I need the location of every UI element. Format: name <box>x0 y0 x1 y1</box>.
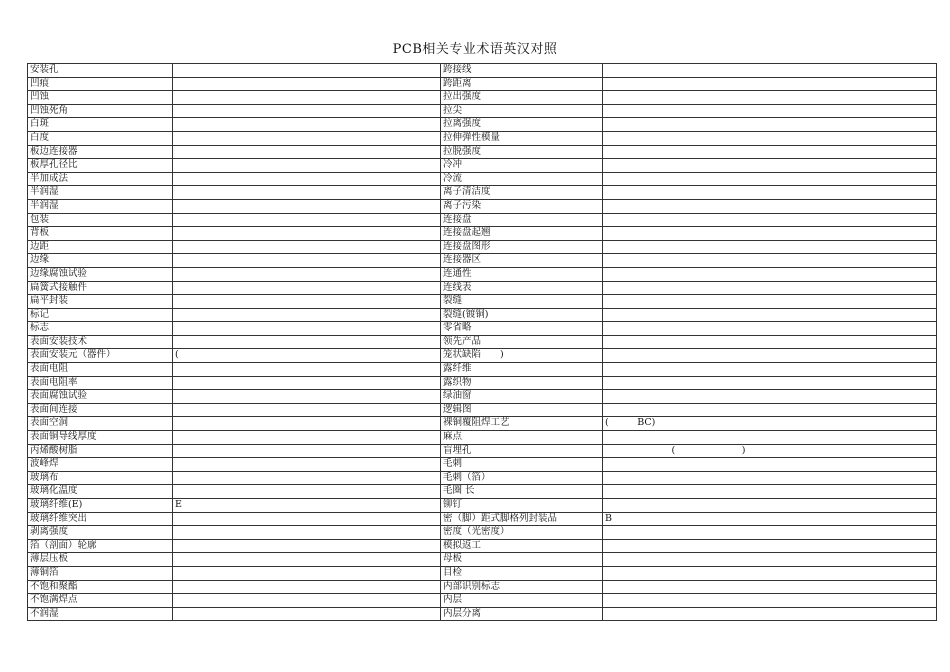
chinese-term-right-cell: 连接盘起翘 <box>441 227 603 241</box>
chinese-term-left-cell: 表面间连接 <box>28 403 173 417</box>
english-term-right-cell <box>603 64 937 78</box>
english-term-right-cell <box>603 118 937 132</box>
english-term-right-cell <box>603 254 937 268</box>
chinese-term-left-cell: 安装孔 <box>28 64 173 78</box>
chinese-term-left-cell: 边距 <box>28 240 173 254</box>
chinese-term-right-cell: 连接盘图形 <box>441 240 603 254</box>
english-term-right-cell <box>603 295 937 309</box>
chinese-term-left-cell: 标记 <box>28 308 173 322</box>
chinese-term-left-cell: 凹蚀死角 <box>28 104 173 118</box>
chinese-term-left-cell: 丙烯酸树脂 <box>28 444 173 458</box>
english-term-left-cell <box>173 227 441 241</box>
chinese-term-right-cell: 零省略 <box>441 322 603 336</box>
chinese-term-left-cell: 白斑 <box>28 118 173 132</box>
chinese-term-left-cell: 玻璃纤维突出 <box>28 512 173 526</box>
table-row <box>28 417 937 431</box>
english-term-left-cell <box>173 403 441 417</box>
english-term-right-cell <box>603 131 937 145</box>
english-term-right-cell <box>603 390 937 404</box>
chinese-term-right-cell: 拉伸弹性模量 <box>441 131 603 145</box>
english-term-left-cell <box>173 390 441 404</box>
english-term-right-cell <box>603 471 937 485</box>
table-row <box>28 431 937 445</box>
chinese-term-left-cell: 半加成法 <box>28 172 173 186</box>
english-term-left-cell <box>173 417 441 431</box>
table-row <box>28 281 937 295</box>
chinese-term-right-cell: 领先产品 <box>441 335 603 349</box>
english-term-right-cell <box>603 335 937 349</box>
english-term-left-cell <box>173 363 441 377</box>
table-row <box>28 594 937 608</box>
english-term-right-cell <box>603 145 937 159</box>
english-term-left-cell <box>173 77 441 91</box>
english-term-left-cell: ( <box>173 349 441 363</box>
table-row <box>28 444 937 458</box>
chinese-term-left-cell: 板厚孔径比 <box>28 159 173 173</box>
table-row <box>28 77 937 91</box>
glossary-table <box>27 63 937 621</box>
table-row <box>28 159 937 173</box>
table-row <box>28 363 937 377</box>
chinese-term-left-cell: 半润湿 <box>28 186 173 200</box>
chinese-term-right-cell: 拉出强度 <box>441 91 603 105</box>
english-term-left-cell <box>173 131 441 145</box>
table-row <box>28 607 937 621</box>
chinese-term-right-cell: 毛刺（箔） <box>441 471 603 485</box>
english-term-right-cell <box>603 349 937 363</box>
table-row <box>28 403 937 417</box>
table-row <box>28 376 937 390</box>
chinese-term-left-cell: 凹蚀 <box>28 91 173 105</box>
chinese-term-left-cell: 表面腐蚀试验 <box>28 390 173 404</box>
table-row <box>28 118 937 132</box>
table-row <box>28 145 937 159</box>
chinese-term-left-cell: 薄层压板 <box>28 553 173 567</box>
table-row <box>28 131 937 145</box>
chinese-term-left-cell: 白度 <box>28 131 173 145</box>
chinese-term-left-cell: 表面铜导线厚度 <box>28 431 173 445</box>
table-row <box>28 267 937 281</box>
table-row <box>28 390 937 404</box>
chinese-term-right-cell: 毛刺 <box>441 458 603 472</box>
english-term-left-cell <box>173 553 441 567</box>
chinese-term-right-cell: 拉脱强度 <box>441 145 603 159</box>
english-term-right-cell <box>603 580 937 594</box>
english-term-left-cell <box>173 566 441 580</box>
chinese-term-right-cell: 毛圈 长 <box>441 485 603 499</box>
chinese-term-right-cell: 连通性 <box>441 267 603 281</box>
chinese-term-right-cell: 盲埋孔 <box>441 444 603 458</box>
chinese-term-right-cell: 母板 <box>441 553 603 567</box>
english-term-right-cell: ( BC) <box>603 417 937 431</box>
english-term-right-cell <box>603 376 937 390</box>
english-term-left-cell <box>173 213 441 227</box>
english-term-left-cell <box>173 526 441 540</box>
chinese-term-right-cell: 跨距离 <box>441 77 603 91</box>
english-term-right-cell <box>603 485 937 499</box>
english-term-right-cell <box>603 77 937 91</box>
chinese-term-left-cell: 表面安装技术 <box>28 335 173 349</box>
page-title: PCB相关专业术语英汉对照 <box>392 42 558 57</box>
english-term-left-cell <box>173 64 441 78</box>
chinese-term-right-cell: 裂缝(镀铜) <box>441 308 603 322</box>
english-term-right-cell <box>603 91 937 105</box>
chinese-term-right-cell: 连线表 <box>441 281 603 295</box>
english-term-right-cell <box>603 566 937 580</box>
english-term-right-cell <box>603 499 937 513</box>
english-term-left-cell <box>173 91 441 105</box>
table-row <box>28 199 937 213</box>
table-row <box>28 308 937 322</box>
english-term-left-cell <box>173 186 441 200</box>
chinese-term-left-cell: 玻璃布 <box>28 471 173 485</box>
table-row <box>28 566 937 580</box>
chinese-term-left-cell: 不饱和聚酯 <box>28 580 173 594</box>
chinese-term-left-cell: 波峰焊 <box>28 458 173 472</box>
table-row <box>28 539 937 553</box>
english-term-right-cell <box>603 322 937 336</box>
english-term-left-cell <box>173 594 441 608</box>
chinese-term-right-cell: 跨接线 <box>441 64 603 78</box>
chinese-term-right-cell: 模拟返工 <box>441 539 603 553</box>
english-term-left-cell <box>173 308 441 322</box>
english-term-right-cell <box>603 526 937 540</box>
english-term-right-cell <box>603 159 937 173</box>
english-term-right-cell <box>603 172 937 186</box>
english-term-right-cell <box>603 594 937 608</box>
english-term-left-cell <box>173 607 441 621</box>
english-term-left-cell <box>173 159 441 173</box>
chinese-term-right-cell: 逻辑图 <box>441 403 603 417</box>
chinese-term-right-cell: 密度（光密度） <box>441 526 603 540</box>
chinese-term-left-cell: 板边连接器 <box>28 145 173 159</box>
table-row <box>28 553 937 567</box>
chinese-term-left-cell: 不饱满焊点 <box>28 594 173 608</box>
english-term-left-cell <box>173 254 441 268</box>
chinese-term-right-cell: 内部识别标志 <box>441 580 603 594</box>
table-row <box>28 295 937 309</box>
english-term-right-cell: B <box>603 512 937 526</box>
english-term-left-cell <box>173 295 441 309</box>
table-row <box>28 349 937 363</box>
chinese-term-left-cell: 箔（剖面）轮廓 <box>28 539 173 553</box>
english-term-left-cell <box>173 471 441 485</box>
table-row <box>28 104 937 118</box>
chinese-term-right-cell: 拉尖 <box>441 104 603 118</box>
english-term-right-cell: ( ) <box>603 444 937 458</box>
table-row <box>28 172 937 186</box>
english-term-left-cell <box>173 458 441 472</box>
english-term-left-cell <box>173 267 441 281</box>
chinese-term-right-cell: 裂缝 <box>441 295 603 309</box>
chinese-term-right-cell: 内层分离 <box>441 607 603 621</box>
chinese-term-left-cell: 标志 <box>28 322 173 336</box>
english-term-right-cell <box>603 431 937 445</box>
chinese-term-left-cell: 不润湿 <box>28 607 173 621</box>
english-term-right-cell <box>603 308 937 322</box>
english-term-left-cell <box>173 444 441 458</box>
chinese-term-left-cell: 玻璃化温度 <box>28 485 173 499</box>
chinese-term-right-cell: 露织物 <box>441 376 603 390</box>
english-term-right-cell <box>603 553 937 567</box>
table-row <box>28 458 937 472</box>
table-row <box>28 91 937 105</box>
english-term-right-cell <box>603 186 937 200</box>
table-row <box>28 227 937 241</box>
chinese-term-right-cell: 连接盘 <box>441 213 603 227</box>
table-row <box>28 254 937 268</box>
chinese-term-right-cell: 露纤维 <box>441 363 603 377</box>
english-term-right-cell <box>603 104 937 118</box>
table-row <box>28 471 937 485</box>
glossary-table-body <box>28 64 937 621</box>
chinese-term-left-cell: 半润湿 <box>28 199 173 213</box>
chinese-term-right-cell: 冷流 <box>441 172 603 186</box>
table-row <box>28 512 937 526</box>
english-term-left-cell <box>173 240 441 254</box>
chinese-term-left-cell: 表面电阻 <box>28 363 173 377</box>
table-row <box>28 64 937 78</box>
chinese-term-right-cell: 麻点 <box>441 431 603 445</box>
english-term-right-cell <box>603 281 937 295</box>
english-term-left-cell <box>173 431 441 445</box>
chinese-term-left-cell: 表面电阻率 <box>28 376 173 390</box>
english-term-left-cell <box>173 118 441 132</box>
chinese-term-right-cell: 冷冲 <box>441 159 603 173</box>
table-row <box>28 485 937 499</box>
chinese-term-right-cell: 内层 <box>441 594 603 608</box>
chinese-term-right-cell: 笼状缺陷 ) <box>441 349 603 363</box>
english-term-right-cell <box>603 227 937 241</box>
english-term-left-cell <box>173 145 441 159</box>
chinese-term-right-cell: 目检 <box>441 566 603 580</box>
chinese-term-left-cell: 扁平封装 <box>28 295 173 309</box>
chinese-term-left-cell: 薄铜箔 <box>28 566 173 580</box>
english-term-right-cell <box>603 607 937 621</box>
table-row <box>28 526 937 540</box>
english-term-right-cell <box>603 539 937 553</box>
table-row <box>28 240 937 254</box>
english-term-left-cell <box>173 199 441 213</box>
english-term-left-cell <box>173 485 441 499</box>
chinese-term-right-cell: 离子污染 <box>441 199 603 213</box>
chinese-term-right-cell: 铆钉 <box>441 499 603 513</box>
chinese-term-left-cell: 背板 <box>28 227 173 241</box>
english-term-left-cell <box>173 335 441 349</box>
chinese-term-left-cell: 玻璃纤维(E) <box>28 499 173 513</box>
table-row <box>28 580 937 594</box>
chinese-term-right-cell: 绿油窗 <box>441 390 603 404</box>
english-term-right-cell <box>603 403 937 417</box>
chinese-term-right-cell: 连接器区 <box>441 254 603 268</box>
english-term-left-cell <box>173 512 441 526</box>
chinese-term-left-cell: 包装 <box>28 213 173 227</box>
chinese-term-left-cell: 边缘腐蚀试验 <box>28 267 173 281</box>
english-term-right-cell <box>603 199 937 213</box>
english-term-left-cell <box>173 104 441 118</box>
english-term-left-cell <box>173 539 441 553</box>
english-term-right-cell <box>603 458 937 472</box>
english-term-right-cell <box>603 213 937 227</box>
table-row <box>28 335 937 349</box>
chinese-term-left-cell: 凹痕 <box>28 77 173 91</box>
english-term-left-cell <box>173 580 441 594</box>
chinese-term-left-cell: 剥离强度 <box>28 526 173 540</box>
table-row <box>28 213 937 227</box>
english-term-left-cell <box>173 322 441 336</box>
english-term-right-cell <box>603 267 937 281</box>
table-row <box>28 322 937 336</box>
english-term-left-cell <box>173 376 441 390</box>
english-term-left-cell: E <box>173 499 441 513</box>
chinese-term-left-cell: 边缘 <box>28 254 173 268</box>
chinese-term-right-cell: 离子清洁度 <box>441 186 603 200</box>
chinese-term-left-cell: 表面空洞 <box>28 417 173 431</box>
english-term-right-cell <box>603 363 937 377</box>
chinese-term-left-cell: 表面安装元（器件） <box>28 349 173 363</box>
chinese-term-right-cell: 密（脚）距式脚格列封装品 <box>441 512 603 526</box>
english-term-right-cell <box>603 240 937 254</box>
table-row <box>28 186 937 200</box>
chinese-term-left-cell: 扁簧式接触件 <box>28 281 173 295</box>
table-row <box>28 499 937 513</box>
chinese-term-right-cell: 拉离强度 <box>441 118 603 132</box>
english-term-left-cell <box>173 281 441 295</box>
english-term-left-cell <box>173 172 441 186</box>
chinese-term-right-cell: 裸铜覆阻焊工艺 <box>441 417 603 431</box>
